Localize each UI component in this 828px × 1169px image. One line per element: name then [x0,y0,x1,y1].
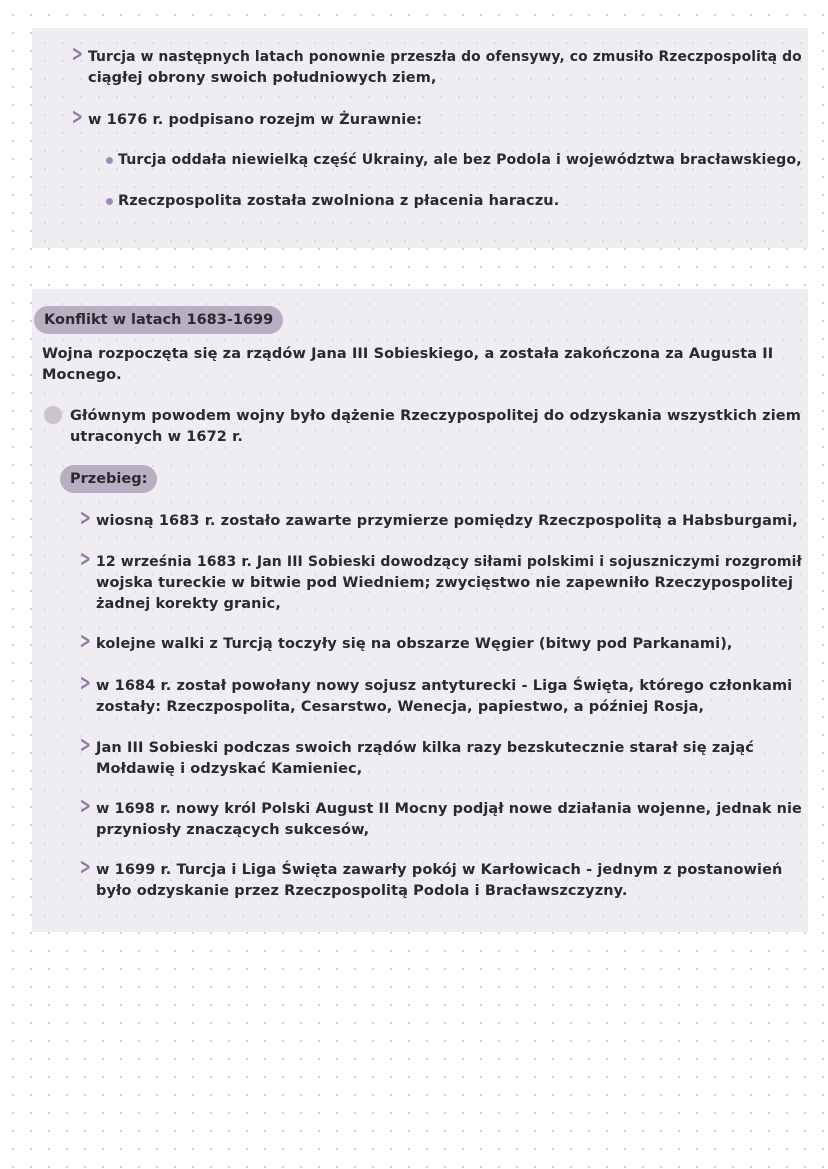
chevron-right-icon: > [71,42,83,67]
chevron-right-icon: > [79,671,91,696]
chevron-right-icon: > [71,105,83,130]
item-text: ciągłej obrony swoich południowych ziem, [88,70,437,86]
section-title: Konflikt w latach 1683-1699 [34,306,283,334]
event-text: w 1699 r. Turcja i Liga Święta zawarły pokój w Karłowicach - jednym z postanowień [96,862,783,878]
bullet-icon [106,198,113,205]
chevron-right-icon: > [79,794,91,819]
chevron-right-icon: > [79,733,91,758]
cause-text: Głównym powodem wojny było dążenie Rzeczypospolitej do odzyskania wszystkich ziem [70,408,801,424]
chevron-right-icon: > [79,629,91,654]
event-text: kolejne walki z Turcją toczyły się na obszarze Węgier (bitwy pod Parkanami), [96,636,733,652]
subitem-text: Rzeczpospolita została zwolniona z płacenia haraczu. [118,193,560,209]
event-text: wiosną 1683 r. zostało zawarte przymierze pomiędzy Rzeczpospolitą a Habsburgami, [96,513,798,529]
bullet-icon [106,157,113,164]
event-text: przyniosły znaczących sukcesów, [96,822,370,838]
event-text: Jan III Sobieski podczas swoich rządów kilka razy bezskutecznie starał się zająć [96,740,754,756]
event-text: było odzyskanie przez Rzeczpospolitą Podola i Bracławszczyzny. [96,883,628,899]
subitem-text: Turcja oddała niewielką część Ukrainy, ale bez Podola i województwa bracławskiego, [118,152,802,168]
event-text: 12 września 1683 r. Jan III Sobieski dowodzący siłami polskimi i sojuszniczymi rozgromił [96,554,802,570]
section-card-conflict [32,289,808,932]
item-text: w 1676 r. podpisano rozejm w Żurawnie: [88,112,423,128]
cause-text: utraconych w 1672 r. [70,429,243,445]
event-text: w 1684 r. został powołany nowy sojusz antyturecki - Liga Święta, którego członkami [96,678,793,694]
chevron-right-icon: > [79,506,91,531]
event-text: zostały: Rzeczpospolita, Cesarstwo, Wenecja, papiestwo, a później Rosja, [96,699,705,715]
event-text: żadnej korekty granic, [96,596,281,612]
event-text: Mołdawię i odzyskać Kamieniec, [96,761,363,777]
chevron-right-icon: > [79,547,91,572]
event-text: wojska tureckie w bitwie pod Wiedniem; zwycięstwo nie zapewniło Rzeczypospolitej [96,575,794,591]
event-text: w 1698 r. nowy król Polski August II Mocny podjął nowe działania wojenne, jednak nie [96,801,802,817]
bullet-icon [44,406,62,424]
item-text: Turcja w następnych latach ponownie przeszła do ofensywy, co zmusiło Rzeczpospolitą do [88,49,802,65]
intro-text: Mocnego. [42,367,122,383]
chevron-right-icon: > [79,855,91,880]
course-label: Przebieg: [60,465,157,493]
intro-text: Wojna rozpoczęta się za rządów Jana III Sobieskiego, a została zakończona za Augusta II [42,346,774,362]
section-card-truce [32,28,808,248]
